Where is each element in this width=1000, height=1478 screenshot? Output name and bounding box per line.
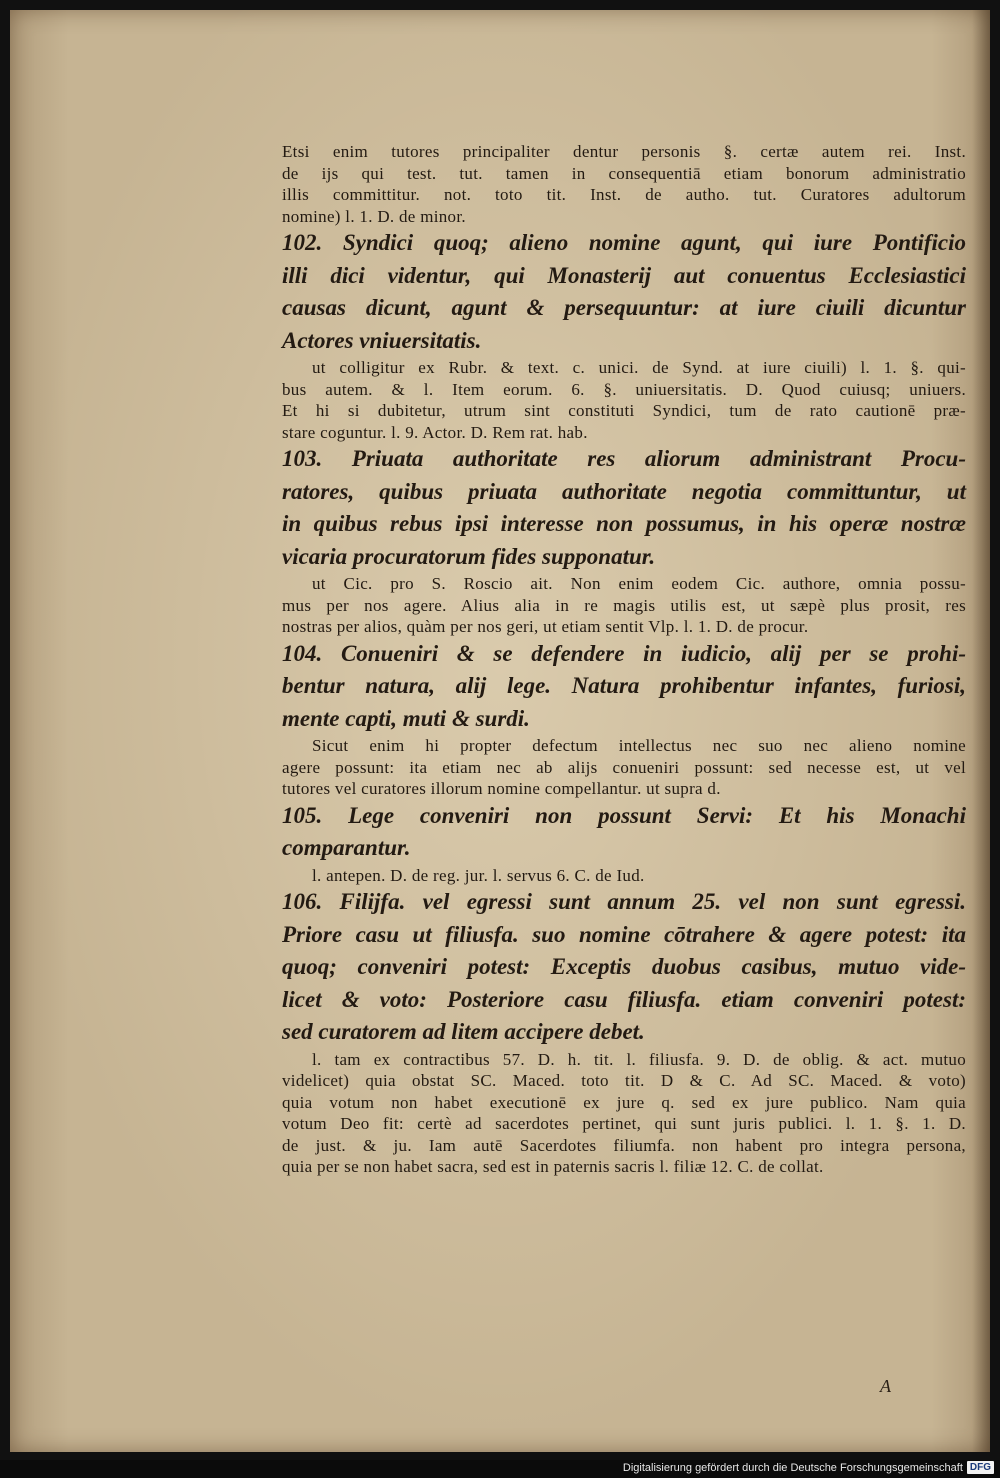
- body-text-line: tutores vel curatores illorum nomine compellantur. ut supra d.: [282, 779, 721, 798]
- italic-text-line: quoq; conveniri potest: Exceptis duobus casibus, mutuo vide-: [282, 954, 966, 979]
- body-text-line: bus autem. & l. Item eorum. 6. §. uniuersitatis. D. Quod cuiusq; uniuers.: [282, 379, 966, 399]
- italic-text-line: in quibus rebus ipsi interesse non possumus, in his operæ nostræ: [282, 511, 966, 536]
- spine-shadow: [972, 10, 990, 1452]
- footer-credit: Digitalisierung gefördert durch die Deutsche Forschungsgemeinschaft: [622, 1461, 963, 1474]
- digitization-footer: [623, 1461, 994, 1474]
- italic-text-line: licet & voto: Posteriore casu filiusfa. etiam conveniri potest:: [282, 986, 966, 1012]
- italic-text-line: vicaria procuratorum fides supponatur.: [282, 543, 656, 569]
- italic-text-line: sed curatorem ad litem accipere debet.: [282, 1019, 645, 1044]
- signature-mark: A: [880, 1376, 891, 1396]
- italic-text-line: Priore casu ut filiusfa. suo nomine cōtrahere & agere potest: ita: [282, 921, 966, 947]
- body-text-line: l. tam ex contractibus 57. D. h. tit. l. filiusfa. 9. D. de oblig. & act. mutuo: [312, 1049, 966, 1069]
- body-text-line: videlicet) quia obstat SC. Maced. toto tit. D & C. Ad SC. Maced. & voto): [282, 1071, 966, 1090]
- body-text-line: Etsi enim tutores principaliter dentur personis §. certæ autem rei. Inst.: [282, 142, 966, 161]
- body-text-line: stare coguntur. l. 9. Actor. D. Rem rat. hab.: [282, 422, 588, 442]
- body-text-line: l. antepen. D. de reg. jur. l. servus 6. C. de Iud.: [312, 865, 645, 885]
- book-page: [10, 10, 990, 1452]
- italic-text-line: 103. Priuata authoritate res aliorum administrant Procu-: [282, 446, 966, 471]
- italic-text-line: illi dici videntur, qui Monasterij aut conuentus Ecclesiastici: [282, 262, 966, 288]
- body-text-line: nostras per alios, quàm per nos geri, ut etiam sentit Vlp. l. 1. D. de procur.: [282, 617, 809, 636]
- body-text-line: ut Cic. pro S. Roscio ait. Non enim eodem Cic. authore, omnia possu-: [312, 574, 966, 593]
- body-text-line: quia votum non habet executionē ex jure q. sed ex jure publico. Nam quia: [282, 1092, 966, 1112]
- body-text-line: agere possunt: ita etiam nec ab alijs conueniri possunt: sed necesse est, ut vel: [282, 757, 966, 777]
- italic-text-line: 106. Filijfa. vel egressi sunt annum 25. vel non sunt egressi.: [282, 889, 966, 914]
- body-text-line: mus per nos agere. Alius alia in re magis utilis est, ut sæpè plus prosit, res: [282, 595, 966, 615]
- body-text-line: ut colligitur ex Rubr. & text. c. unici. de Synd. at iure ciuili) l. 1. §. qui-: [312, 358, 966, 377]
- italic-text-line: mente capti, muti & surdi.: [282, 705, 530, 731]
- body-text-line: Et hi si dubitetur, utrum sint constituti Syndici, tum de rato cautionē præ-: [282, 401, 966, 420]
- italic-text-line: causas dicunt, agunt & persequuntur: at iure ciuili dicuntur: [282, 295, 966, 320]
- body-text-line: nomine) l. 1. D. de minor.: [282, 206, 466, 226]
- italic-text-line: Actores vniuersitatis.: [282, 327, 482, 353]
- italic-text-line: 105. Lege conveniri non possunt Servi: Et his Monachi: [282, 802, 966, 828]
- italic-text-line: 102. Syndici quoq; alieno nomine agunt, qui iure Pontificio: [282, 230, 966, 255]
- italic-text-line: ratores, quibus priuata authoritate negotia committuntur, ut: [282, 478, 966, 504]
- body-text-line: de just. & ju. Iam autē Sacerdotes filiumfa. non habent pro integra persona,: [282, 1135, 966, 1155]
- body-text-line: illis committitur. not. toto tit. Inst. de autho. tut. Curatores adultorum: [282, 185, 966, 204]
- page-text-block: [282, 141, 966, 1178]
- italic-text-line: 104. Conueniri & se defendere in iudicio, alij per se prohi-: [282, 640, 966, 666]
- body-text-line: quia per se non habet sacra, sed est in paternis sacris l. filiæ 12. C. de collat.: [282, 1157, 824, 1176]
- body-text-line: votum Deo fit: certè ad sacerdotes pertinet, qui sunt juris publici. l. 1. §. 1. D.: [282, 1114, 966, 1133]
- italic-text-line: comparantur.: [282, 835, 411, 860]
- dfg-logo-icon: DFG: [967, 1461, 994, 1474]
- body-text-line: Sicut enim hi propter defectum intellectus nec suo nec alieno nomine: [312, 736, 966, 755]
- italic-text-line: bentur natura, alij lege. Natura prohibentur infantes, furiosi,: [282, 673, 966, 698]
- body-text-line: de ijs qui test. tut. tamen in consequentiā etiam bonorum administratio: [282, 163, 966, 183]
